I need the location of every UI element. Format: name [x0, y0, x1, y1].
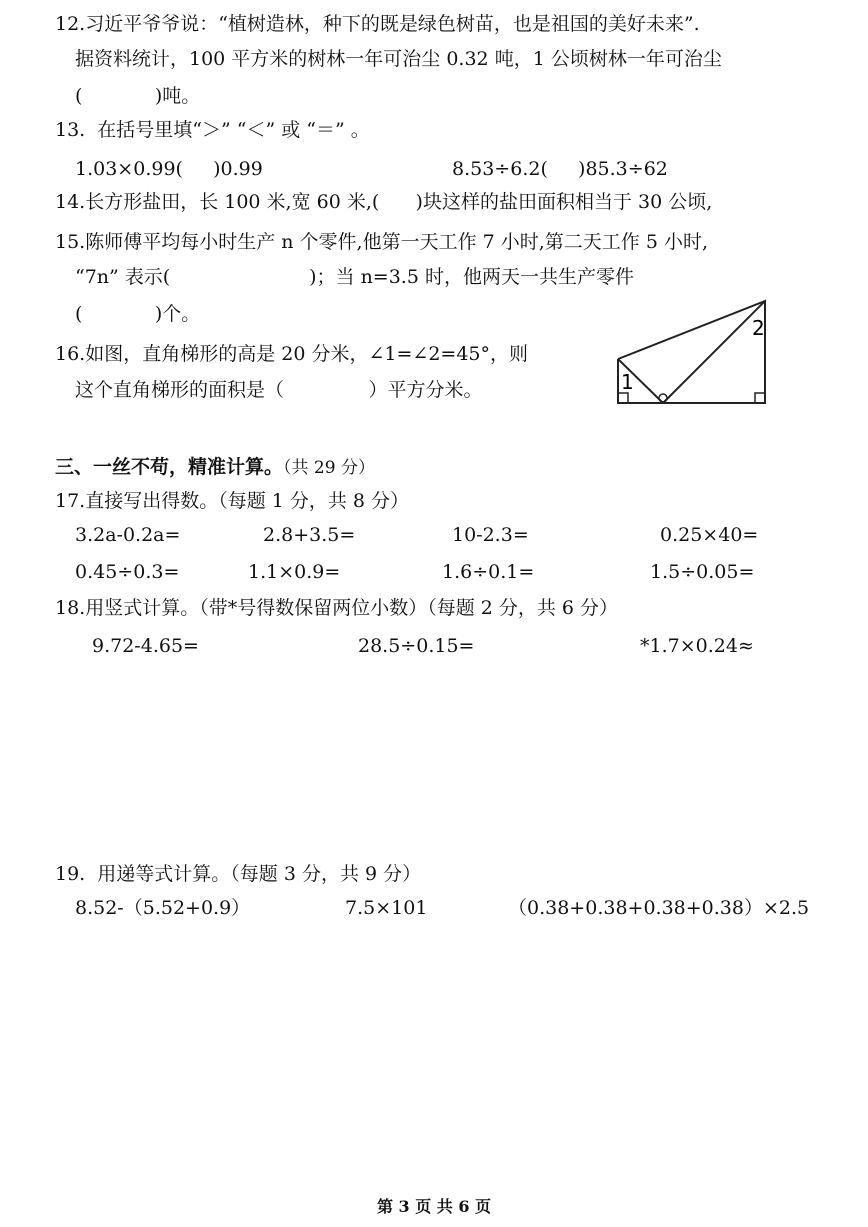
q15-line2: “7n” 表示( )；当 n=3.5 时，他两天一共生产零件	[75, 266, 634, 288]
q16-line1: 16.如图，直角梯形的高是 20 分米，∠1=∠2=45°，则	[55, 343, 529, 365]
q15-line1: 15.陈师傅平均每小时生产 n 个零件,他第一天工作 7 小时,第二天工作 5 小时,	[55, 231, 708, 253]
q18-item-2: 28.5÷0.15=	[358, 635, 475, 657]
q19-item-3: （0.38+0.38+0.38+0.38）×2.5	[508, 897, 810, 919]
angle-1-label: 1	[621, 370, 634, 394]
q18-item-1: 9.72-4.65=	[92, 635, 199, 657]
q13-title: 13. 在括号里填“＞” “＜” 或 “＝” 。	[55, 119, 370, 141]
section3-heading	[55, 455, 375, 480]
q12-line1: 12.习近平爷爷说：“植树造林，种下的既是绿色树苗，也是祖国的美好未来”.	[55, 13, 700, 35]
page-footer: 第 3 页 共 6 页	[376, 1197, 492, 1216]
q17-item-4: 0.25×40=	[660, 524, 759, 546]
q18-title: 18.用竖式计算。（带*号得数保留两位小数）（每题 2 分，共 6 分）	[55, 597, 619, 619]
q17-item-5: 0.45÷0.3=	[75, 561, 180, 583]
q18-item-3: *1.7×0.24≈	[640, 635, 754, 657]
q13-expr1: 1.03×0.99( )0.99	[75, 158, 263, 180]
q15-line3: ( )个。	[75, 303, 201, 325]
q17-item-8: 1.5÷0.05=	[650, 561, 755, 583]
trapezoid-figure	[615, 297, 773, 409]
q17-item-2: 2.8+3.5=	[263, 524, 356, 546]
q12-line3: ( )吨。	[75, 85, 201, 107]
q17-item-1: 3.2a-0.2a=	[75, 524, 181, 546]
section3-score: （共 29 分）	[283, 458, 375, 478]
q17-item-7: 1.6÷0.1=	[442, 561, 535, 583]
q19-item-1: 8.52-（5.52+0.9）	[75, 897, 251, 919]
q12-line2: 据资料统计，100 平方米的树林一年可治尘 0.32 吨，1 公顷树林一年可治尘	[75, 48, 722, 70]
q17-item-6: 1.1×0.9=	[248, 561, 341, 583]
q14-line1: 14.长方形盐田，长 100 米,宽 60 米,( )块这样的盐田面积相当于 30 公顷,	[55, 191, 713, 213]
q19-item-2: 7.5×101	[345, 897, 428, 919]
angle-2-label: 2	[752, 316, 765, 340]
q17-title: 17.直接写出得数。（每题 1 分，共 8 分）	[55, 490, 410, 512]
q19-title: 19. 用递等式计算。（每题 3 分，共 9 分）	[55, 863, 422, 885]
q17-item-3: 10-2.3=	[452, 524, 529, 546]
q13-expr2: 8.53÷6.2( )85.3÷62	[452, 158, 668, 180]
section3-title: 三、一丝不苟，精准计算。	[55, 456, 284, 478]
q16-line2: 这个直角梯形的面积是（ ）平方分米。	[75, 379, 483, 401]
